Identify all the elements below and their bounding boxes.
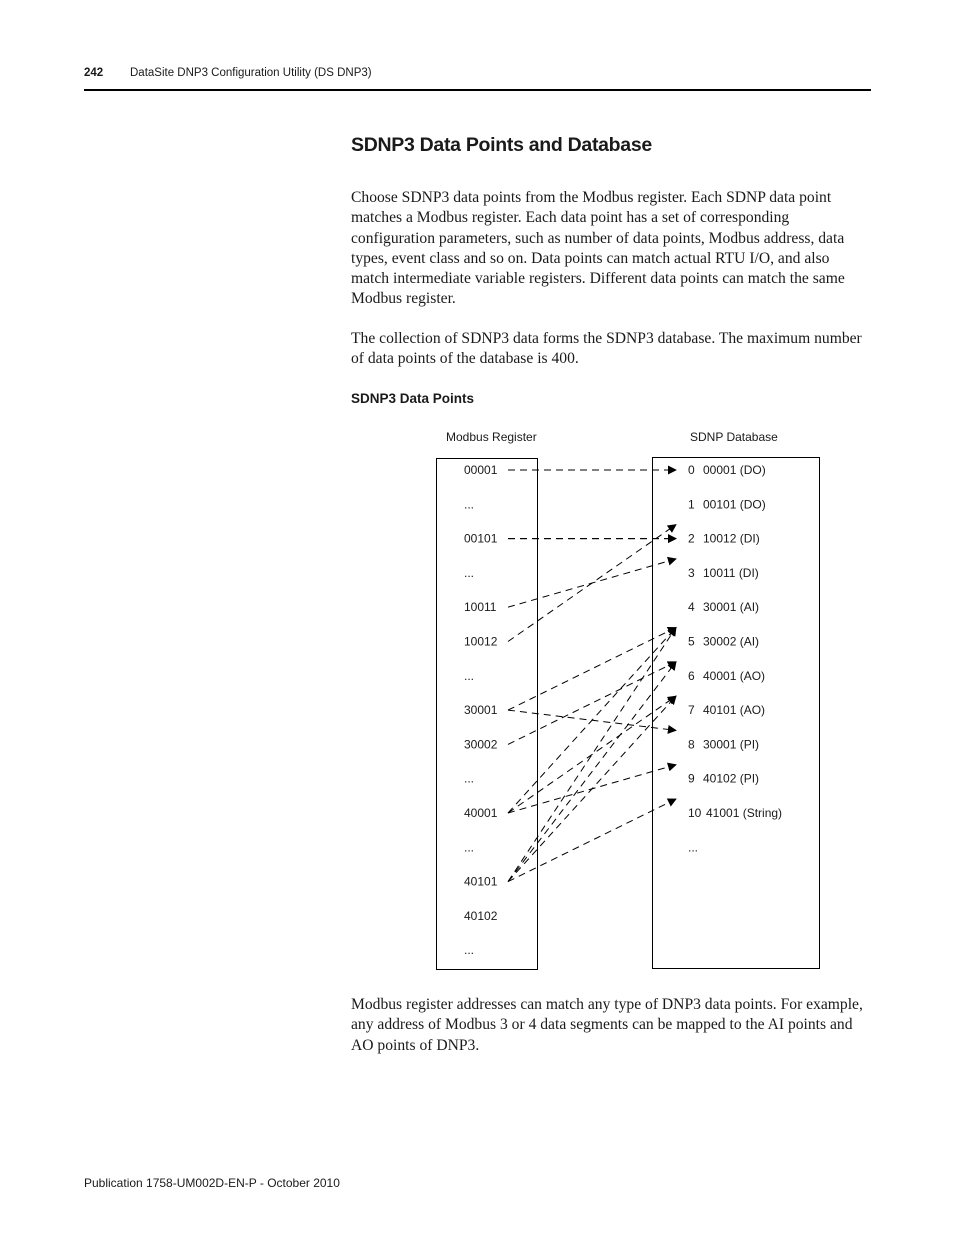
- modbus-register-item: 00101: [464, 531, 498, 546]
- modbus-register-heading: Modbus Register: [446, 430, 537, 444]
- sdnp-point-index: 7: [688, 703, 695, 718]
- sdnp-point-index: 6: [688, 668, 695, 683]
- sdnp-point-item: [688, 532, 760, 546]
- sdnp-point-register: 00001 (DO): [703, 463, 766, 477]
- sdnp-point-register: 10011 (DI): [703, 565, 759, 580]
- modbus-register-item: 00001: [464, 463, 498, 477]
- mapping-arrow: [508, 628, 676, 814]
- modbus-register-item: ...: [464, 840, 475, 855]
- modbus-register-item: ...: [464, 668, 475, 683]
- sdnp-point-item: [688, 635, 759, 649]
- sdnp-point-register: 40102 (PI): [703, 771, 760, 786]
- sdnp-point-index: 4: [688, 600, 695, 615]
- running-header: DataSite DNP3 Configuration Utility (DS DNP3): [130, 67, 372, 79]
- body-paragraph: The collection of SDNP3 data forms the SDNP3 database. The maximum number of data points of the database is 400.: [351, 330, 862, 368]
- mapping-arrow: [508, 696, 676, 882]
- sdnp-point-register: 40101 (AO): [703, 703, 766, 718]
- sdnp-point-item: [688, 772, 759, 786]
- modbus-register-item: 30002: [464, 737, 498, 752]
- sdnp-point-register: 30001 (PI): [703, 737, 760, 752]
- sdnp-point-index: 10: [688, 806, 702, 820]
- mapping-arrow: [508, 799, 676, 882]
- sdnp-point-item: [688, 566, 759, 580]
- modbus-register-item: 10012: [464, 634, 498, 649]
- sdnp-point-index: 1: [688, 497, 695, 512]
- sdnp-point-register: 00101 (DO): [703, 497, 766, 512]
- publication-footer: Publication 1758-UM002D-EN-P - October 2010: [84, 1176, 340, 1190]
- sdnp-point-register: 30002 (AI): [703, 634, 760, 649]
- sdnp-point-item: [688, 737, 759, 751]
- mapping-arrow: [508, 559, 676, 607]
- sdnp-point-register: 41001 (String): [706, 806, 783, 820]
- page-number: 242: [84, 67, 104, 79]
- sdnp-point-item: ...: [688, 840, 699, 855]
- sdnp-point-index: 3: [688, 565, 695, 580]
- modbus-register-list: [464, 463, 498, 957]
- sdnp-point-item: [688, 497, 766, 511]
- sdnp-point-item: [688, 703, 765, 717]
- modbus-register-item: 40101: [464, 874, 498, 889]
- sdnp-point-index: 9: [688, 771, 695, 786]
- sdnp-point-index: 2: [688, 531, 695, 546]
- modbus-register-item: 30001: [464, 703, 498, 718]
- modbus-register-item: ...: [464, 943, 475, 958]
- sdnp-point-item: [688, 669, 765, 683]
- sdnp-database-heading: SDNP Database: [690, 430, 778, 444]
- modbus-register-item: 40001: [464, 806, 498, 820]
- modbus-register-item: ...: [464, 565, 475, 580]
- sdnp-point-item: [688, 806, 782, 820]
- sdnp-point-list: [688, 463, 782, 854]
- modbus-register-item: ...: [464, 771, 475, 786]
- mapping-arrow: [508, 628, 676, 711]
- modbus-register-item: 10011: [464, 600, 497, 615]
- sdnp-point-index: 8: [688, 737, 695, 752]
- mapping-arrow: [508, 662, 676, 745]
- modbus-register-item: 40102: [464, 908, 498, 923]
- sdnp-point-register: 30001 (AI): [703, 600, 760, 615]
- sdnp-point-register: 40001 (AO): [703, 668, 766, 683]
- modbus-register-item: ...: [464, 497, 475, 512]
- figure-title: SDNP3 Data Points: [351, 391, 475, 406]
- mapping-lines: [508, 470, 676, 882]
- body-paragraph: Choose SDNP3 data points from the Modbus register. Each SDNP data point matches a Modbus register. Each data point has a set of corresponding configuration parameters, such as number of data points, Modbus address, data types, event class and so on. Data points can match actual RTU I/O, and also match intermediate variable registers. Different data points can match the same Modbus register.: [351, 189, 845, 308]
- sdnp-point-index: 0: [688, 463, 695, 477]
- body-paragraph: Modbus register addresses can match any type of DNP3 data points. For example, any address of Modbus 3 or 4 data segments can be mapped to the AI points and AO points of DNP3.: [351, 996, 863, 1054]
- section-title: SDNP3 Data Points and Database: [351, 134, 652, 156]
- sdnp-point-item: [688, 600, 759, 614]
- sdnp-point-register: 10012 (DI): [703, 531, 760, 546]
- sdnp-point-item: [688, 463, 766, 477]
- sdnp-point-index: 5: [688, 634, 695, 649]
